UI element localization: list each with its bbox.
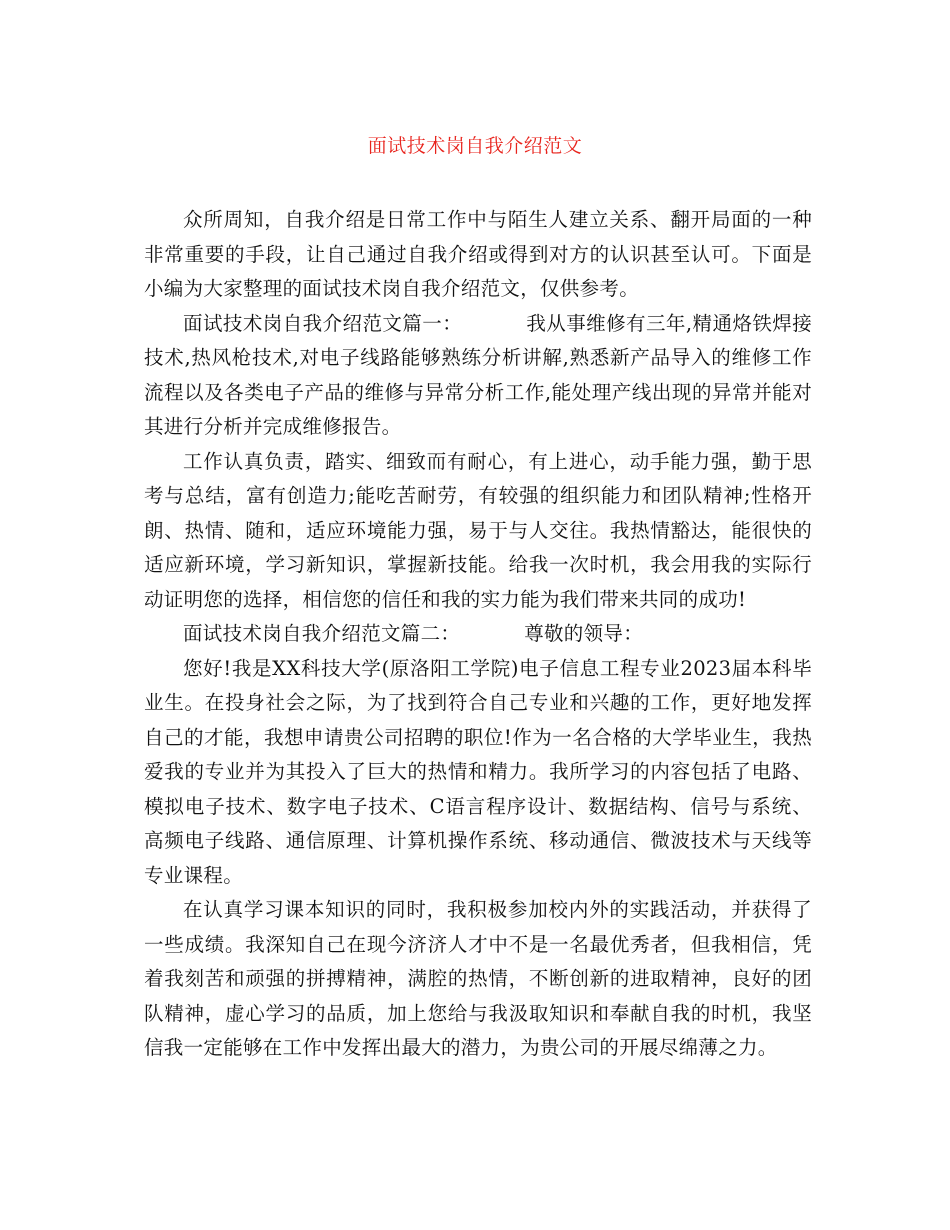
- practice-paragraph: 在认真学习课本知识的同时，我积极参加校内外的实践活动，并获得了一些成绩。我深知自己在现今济济人才中不是一名最优秀者，但我相信，凭着我刻苦和顽强的拼搏精神，满腔的热情，不断创新的进取精神，良好的团队精神，虚心学习的品质，加上您给与我汲取知识和奉献自我的时机，我坚信我一定能够在工作中发挥出最大的潜力，为贵公司的开展尽绵薄之力。: [144, 898, 812, 1059]
- section-one-paragraph: [144, 307, 812, 445]
- intro-paragraph: 众所周知，自我介绍是日常工作中与陌生人建立关系、翻开局面的一种非常重要的手段，让自己通过自我介绍或得到对方的认识甚至认可。下面是小编为大家整理的面试技术岗自我介绍范文，仅供参考。: [144, 208, 812, 300]
- document-body: [144, 203, 812, 1066]
- greeting-paragraph: 您好!我是XX科技大学(原洛阳工学院)电子信息工程专业2023届本科毕业生。在投身社会之际，为了找到符合自己专业和兴趣的工作，更好地发挥自己的才能，我想申请贵公司招聘的职位!作为一名合格的大学毕业生，我热爱我的专业并为其投入了巨大的热情和精力。我所学习的内容包括了电路、模拟电子技术、数字电子技术、C语言程序设计、数据结构、信号与系统、高频电子线路、通信原理、计算机操作系统、移动通信、微波技术与天线等专业课程。: [144, 656, 812, 887]
- section-one-heading: 面试技术岗自我介绍范文篇一：: [183, 311, 463, 335]
- document-title: 面试技术岗自我介绍范文: [367, 135, 583, 157]
- section-two-paragraph: [144, 617, 812, 652]
- section-two-heading: 面试技术岗自我介绍范文篇二：: [183, 622, 461, 645]
- section-one-text: 我从事维修有三年,精通烙铁焊接技术,热风枪技术,对电子线路能够熟练分析讲解,熟悉新产品导入的维修工作流程以及各类电子产品的维修与异常分析工作,能处理产线出现的异常并能对其进行分析并完成维修报告。: [144, 311, 813, 438]
- work-attitude-paragraph: 工作认真负责，踏实、细致而有耐心，有上进心，动手能力强，勤于思考与总结，富有创造力;能吃苦耐劳，有较强的组织能力和团队精神;性格开朗、热情、随和，适应环境能力强，易于与人交往。我热情豁达，能很快的适应新环境，学习新知识，掌握新技能。给我一次时机，我会用我的实际行动证明您的选择，相信您的信任和我的实力能为我们带来共同的成功!: [144, 449, 812, 611]
- section-two-text: 尊敬的领导：: [524, 622, 644, 645]
